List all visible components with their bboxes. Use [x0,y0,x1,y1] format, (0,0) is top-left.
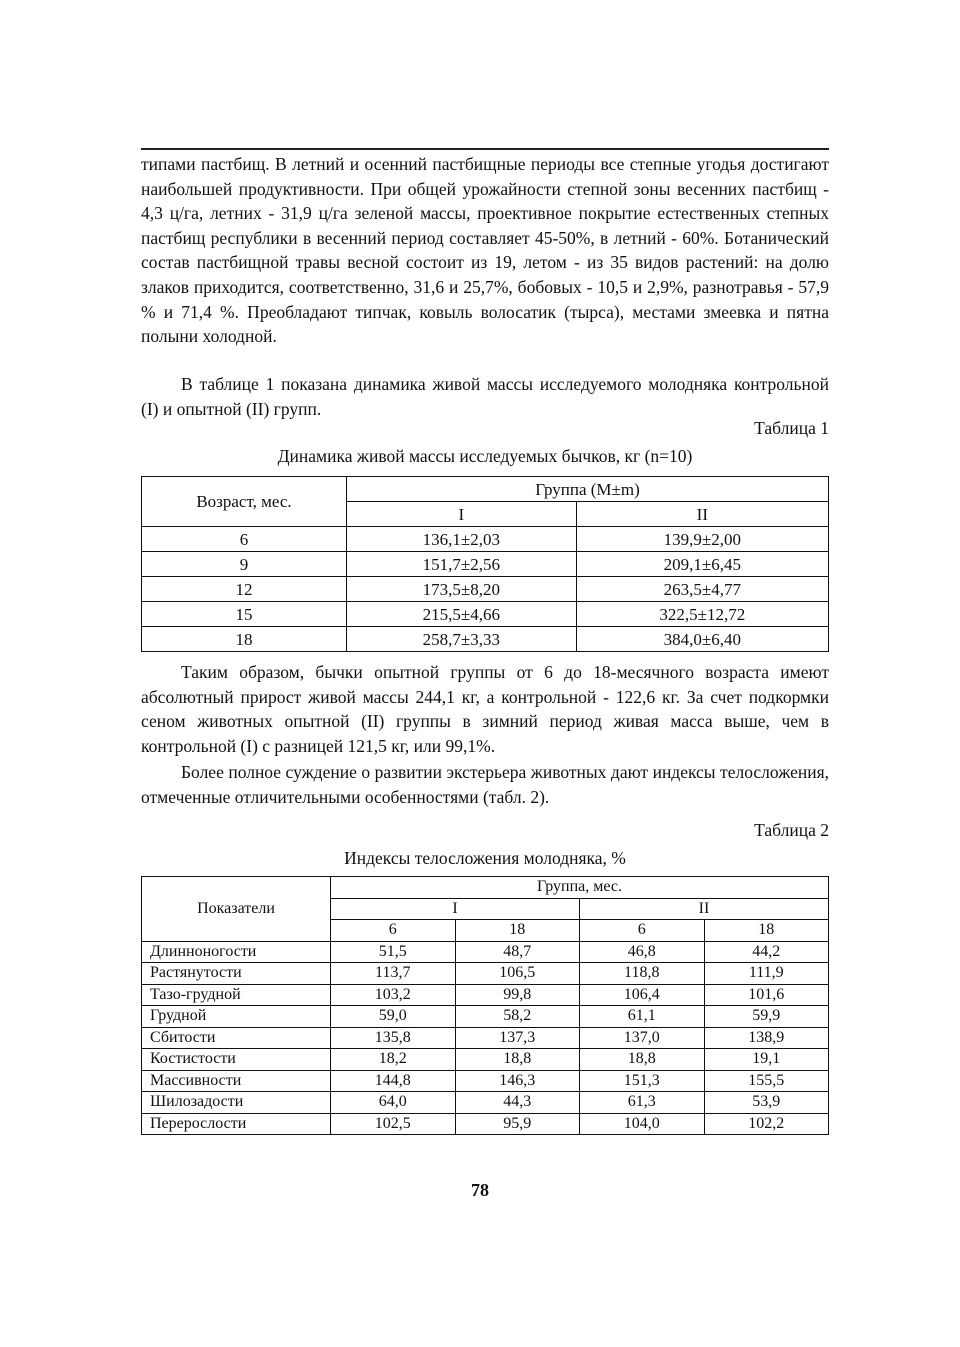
header-age: 6 [580,920,705,942]
table-row [142,963,829,985]
cell-value: 146,3 [455,1070,580,1092]
cell-value: 61,3 [580,1092,705,1114]
cell-group-II: 322,5±12,72 [576,602,828,627]
cell-value: 118,8 [580,963,705,985]
table-row [142,552,829,577]
cell-indicator: Тазо-грудной [142,984,331,1006]
header-age: 18 [704,920,829,942]
cell-value: 58,2 [455,1006,580,1028]
cell-value: 113,7 [331,963,456,985]
table2-label: Таблица 2 [754,820,829,840]
cell-indicator: Перерослости [142,1113,331,1135]
cell-value: 18,8 [580,1049,705,1071]
cell-value: 44,2 [704,941,829,963]
body-indices-table [141,876,829,1135]
table-header-row [142,877,829,899]
cell-value: 106,5 [455,963,580,985]
cell-age: 9 [142,552,347,577]
page-number: 78 [471,1180,489,1200]
cell-group-I: 173,5±8,20 [347,577,577,602]
header-group-II: II [580,898,829,920]
cell-group-II: 209,1±6,45 [576,552,828,577]
table-row [142,984,829,1006]
table-row [142,627,829,652]
paragraph-table2-intro: Более полное суждение о развитии экстерьера животных дают индексы телосложения, отмеченные отличительными особенностями (табл. 2). [141,762,829,807]
cell-value: 64,0 [331,1092,456,1114]
cell-group-I: 215,5±4,66 [347,602,577,627]
header-age: 18 [455,920,580,942]
cell-value: 19,1 [704,1049,829,1071]
table1-title: Динамика живой массы исследуемых бычков, кг (n=10) [277,446,693,466]
cell-group-II: 384,0±6,40 [576,627,828,652]
cell-indicator: Шилозадости [142,1092,331,1114]
header-group-II: II [576,502,828,527]
cell-value: 111,9 [704,963,829,985]
cell-indicator: Массивности [142,1070,331,1092]
cell-value: 137,0 [580,1027,705,1049]
cell-value: 102,5 [331,1113,456,1135]
cell-value: 51,5 [331,941,456,963]
cell-value: 155,5 [704,1070,829,1092]
table-row [142,1070,829,1092]
cell-value: 46,8 [580,941,705,963]
cell-value: 103,2 [331,984,456,1006]
cell-group-I: 258,7±3,33 [347,627,577,652]
cell-age: 6 [142,527,347,552]
table-row [142,527,829,552]
table-row [142,1092,829,1114]
table-row [142,1049,829,1071]
header-group: Группа (M±m) [347,477,829,502]
cell-age: 12 [142,577,347,602]
cell-value: 44,3 [455,1092,580,1114]
cell-age: 15 [142,602,347,627]
cell-indicator: Растянутости [142,963,331,985]
cell-value: 106,4 [580,984,705,1006]
cell-value: 53,9 [704,1092,829,1114]
header-indicators: Показатели [142,877,331,942]
table-row [142,577,829,602]
cell-age: 18 [142,627,347,652]
cell-group-I: 151,7±2,56 [347,552,577,577]
cell-indicator: Грудной [142,1006,331,1028]
cell-value: 59,9 [704,1006,829,1028]
top-rule [141,148,829,150]
table-row [142,1027,829,1049]
cell-indicator: Костистости [142,1049,331,1071]
cell-value: 135,8 [331,1027,456,1049]
cell-value: 102,2 [704,1113,829,1135]
cell-group-I: 136,1±2,03 [347,527,577,552]
cell-group-II: 139,9±2,00 [576,527,828,552]
cell-value: 101,6 [704,984,829,1006]
header-age: Возраст, мес. [142,477,347,527]
table-header-row [142,477,829,502]
header-group-I: I [331,898,580,920]
header-age: 6 [331,920,456,942]
paragraph-table1-intro: В таблице 1 показана динамика живой массы исследуемого молодняка контрольной (I) и опытной (II) групп. [141,374,829,419]
table-row [142,1006,829,1028]
cell-value: 48,7 [455,941,580,963]
cell-value: 137,3 [455,1027,580,1049]
cell-value: 104,0 [580,1113,705,1135]
cell-value: 18,8 [455,1049,580,1071]
cell-indicator: Длинноногости [142,941,331,963]
cell-value: 61,1 [580,1006,705,1028]
cell-value: 99,8 [455,984,580,1006]
header-group-I: I [347,502,577,527]
paragraph-pastures: типами пастбищ. В летний и осенний пастбищные периоды все степные угодья достигают наибольшей продуктивности. При общей урожайности степной зоны весенних пастбищ - 4,3 ц/га, летних - 31,9 ц/га зеленой массы, проективное покрытие естественных степных пастбищ республики в весенний период составляет 45-50%, в летний - 60%. Ботанический состав пастбищной травы весной состоит из 19, летом - из 35 видов растений: на долю злаков приходится, соответственно, 31,6 и 25,7%, бобовых - 10,5 и 2,9%, разнотравья - 57,9 % и 71,4 %. Преобладают типчак, ковыль волосатик (тырса), местами змеевка и пятна полыни холодной. [141,154,829,347]
table1-label: Таблица 1 [754,418,829,438]
cell-value: 151,3 [580,1070,705,1092]
table-row [142,1113,829,1135]
cell-value: 59,0 [331,1006,456,1028]
table2-title: Индексы телосложения молодняка, % [344,848,626,868]
live-weight-table [141,476,829,652]
cell-value: 18,2 [331,1049,456,1071]
cell-group-II: 263,5±4,77 [576,577,828,602]
cell-indicator: Сбитости [142,1027,331,1049]
cell-value: 95,9 [455,1113,580,1135]
header-group: Группа, мес. [331,877,829,899]
cell-value: 144,8 [331,1070,456,1092]
table-row [142,602,829,627]
paragraph-conclusion: Таким образом, бычки опытной группы от 6 до 18-месячного возраста имеют абсолютный прирост живой массы 244,1 кг, а контрольной - 122,6 кг. За счет подкормки сеном животных опытной (II) группы в зимний период живая масса выше, чем в контрольной (I) с разницей 121,5 кг, или 99,1%. [141,662,829,756]
cell-value: 138,9 [704,1027,829,1049]
table-row [142,941,829,963]
